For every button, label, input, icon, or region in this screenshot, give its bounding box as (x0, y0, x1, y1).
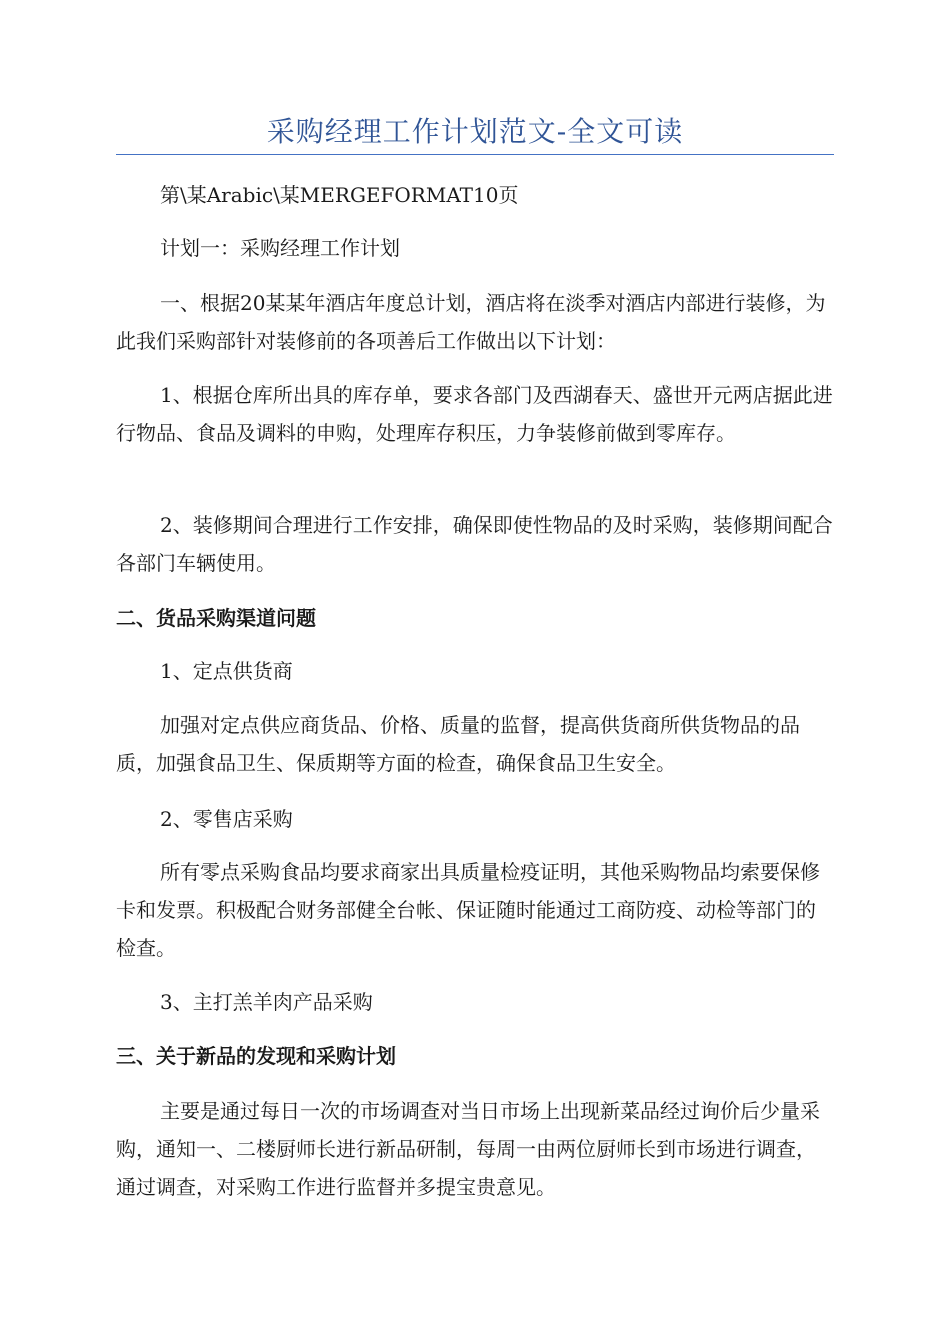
section-heading-channels: 二、货品采购渠道问题 (116, 606, 316, 630)
section-heading-new-products: 三、关于新品的发现和采购计划 (116, 1044, 396, 1068)
paragraph-inventory-list: 1、根据仓库所出具的库存单，要求各部门及西湖春天、盛世开元两店据此进行物品、食品及调料的申购，处理库存积压，力争装修前做到零库存。 (116, 383, 833, 445)
subheading-retail-purchasing: 2、零售店采购 (160, 807, 293, 831)
subheading-lamb-products: 3、主打羔羊肉产品采购 (160, 990, 373, 1014)
paragraph-retail-requirements: 所有零点采购食品均要求商家出具质量检疫证明，其他采购物品均索要保修卡和发票。积极配合财务部健全台帐、保证随时能通过工商防疫、动检等部门的检查。 (116, 860, 820, 960)
subheading-designated-suppliers: 1、定点供货商 (160, 659, 293, 683)
paragraph-renovation-plan: 一、根据20某某年酒店年度总计划，酒店将在淡季对酒店内部进行装修，为此我们采购部针对装修前的各项善后工作做出以下计划： (116, 291, 826, 353)
paragraph-supplier-supervision: 加强对定点供应商货品、价格、质量的监督，提高供货商所供货物品的品质，加强食品卫生、保质期等方面的检查，确保食品卫生安全。 (116, 713, 800, 775)
document-title: 采购经理工作计划范文-全文可读 (266, 115, 684, 148)
plan-one-heading: 计划一：采购经理工作计划 (160, 236, 400, 260)
paragraph-market-survey: 主要是通过每日一次的市场调查对当日市场上出现新菜品经过询价后少量采购，通知一、二楼厨师长进行新品研制，每周一由两位厨师长到市场进行调查，通过调查，对采购工作进行监督并多提宝贵意见。 (116, 1099, 820, 1199)
page-field-code: 第\某Arabic\某MERGEFORMAT10页 (160, 183, 519, 207)
title-underline (116, 154, 834, 155)
paragraph-renovation-schedule: 2、装修期间合理进行工作安排，确保即使性物品的及时采购，装修期间配合各部门车辆使用。 (116, 513, 833, 575)
